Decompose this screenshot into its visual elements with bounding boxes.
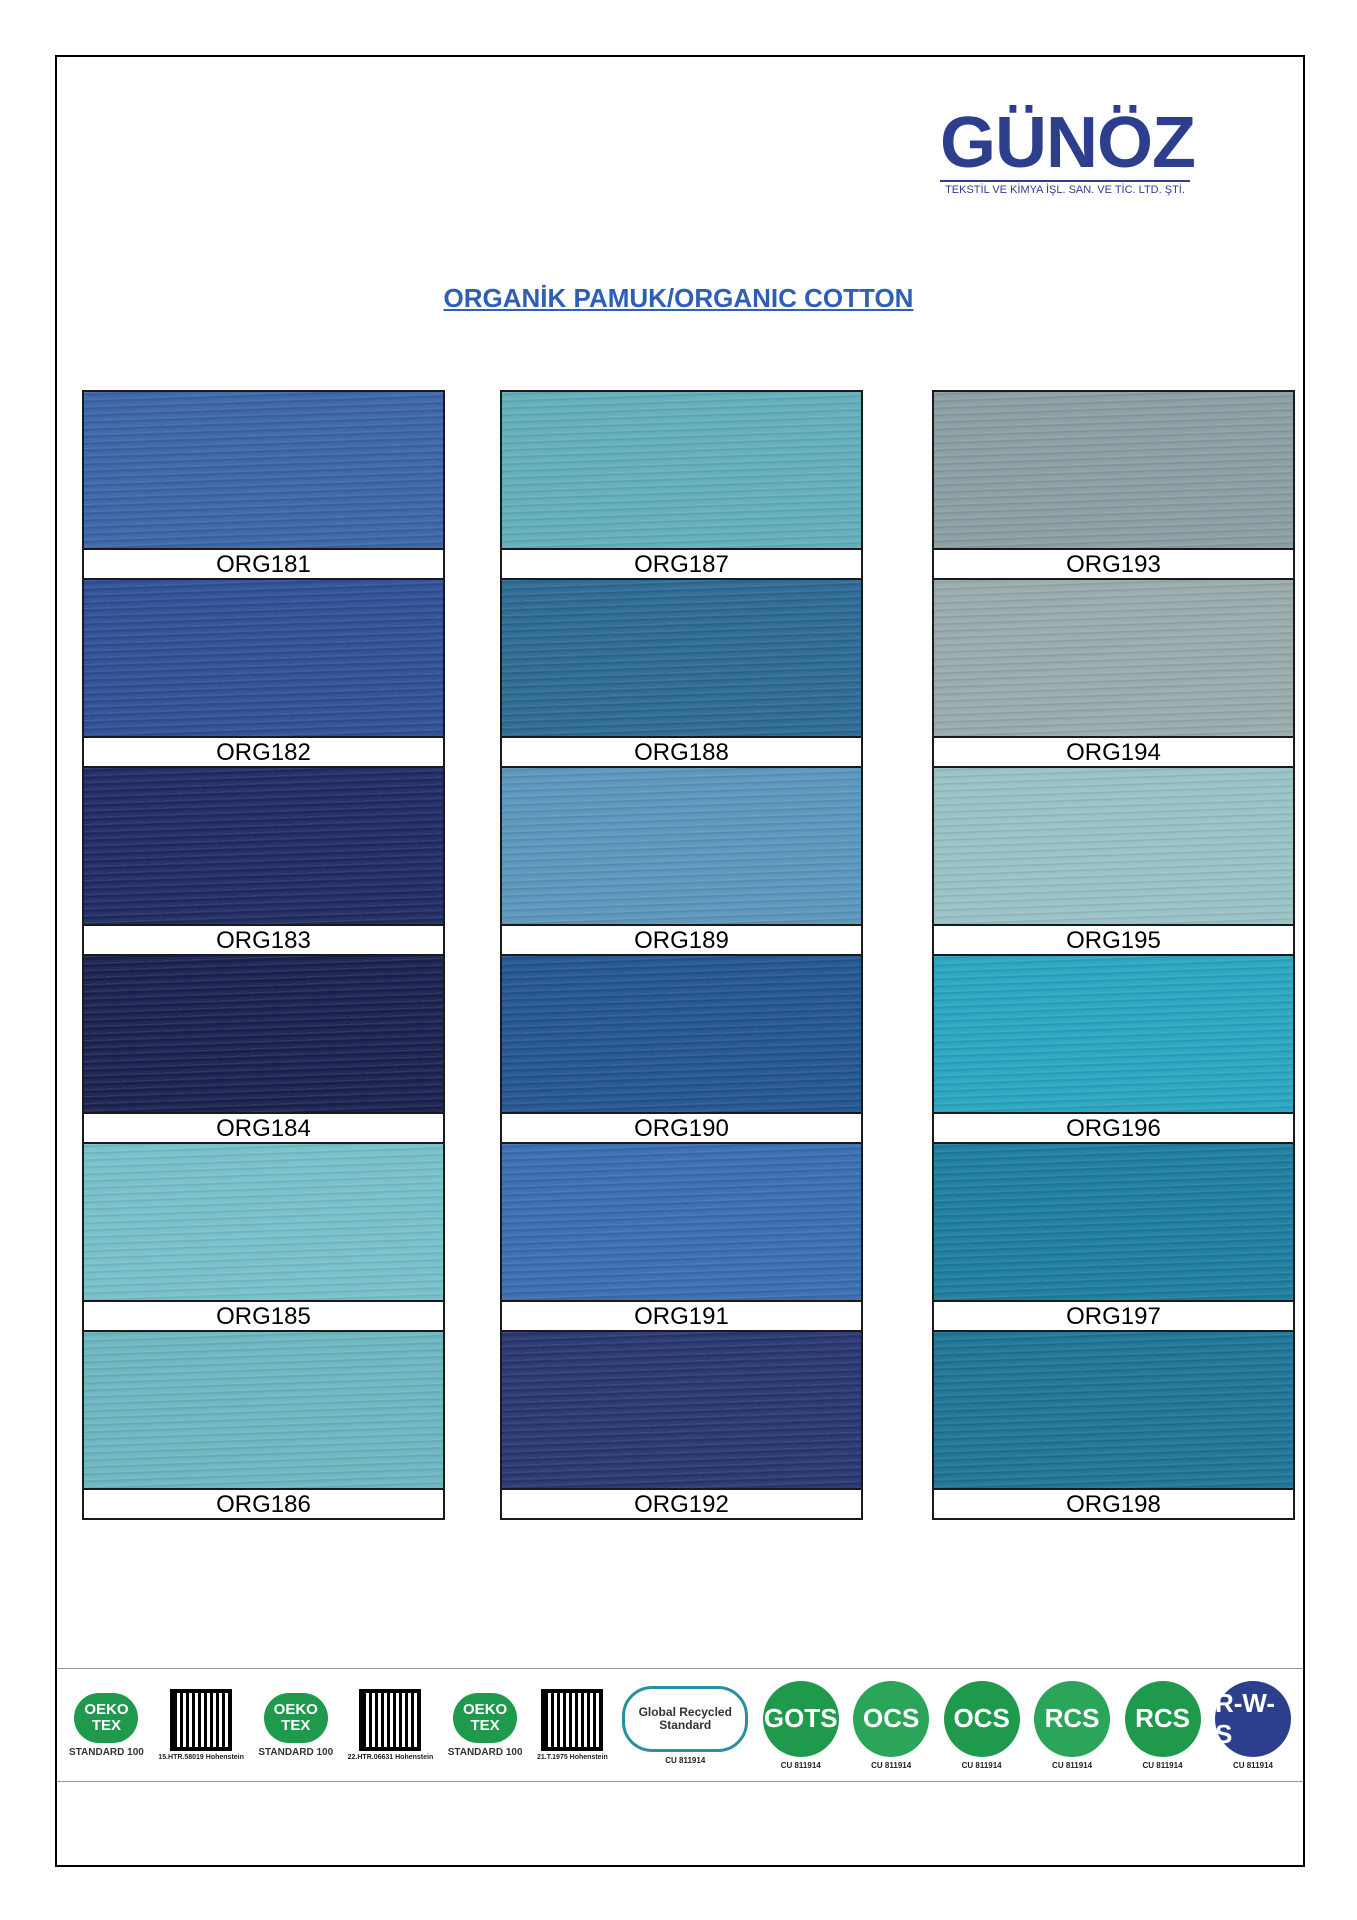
rws-icon: R-W-S [1215, 1681, 1291, 1757]
swatch-column-2 [500, 390, 863, 1520]
swatch-column-3 [932, 390, 1295, 1520]
gots-icon: GOTS [763, 1681, 839, 1757]
swatch-thread-image [84, 392, 443, 548]
ocs-100-cert [944, 1681, 1020, 1770]
swatch-code-label: ORG190 [502, 1112, 861, 1144]
swatch-thread-image [502, 1144, 861, 1300]
cert-code: CU 811914 [871, 1760, 912, 1770]
color-swatch [84, 1332, 443, 1518]
rcs-blended-cert [1034, 1681, 1110, 1770]
color-swatch [502, 1144, 861, 1332]
company-logo [940, 103, 1195, 196]
color-swatch [84, 956, 443, 1144]
color-swatch [502, 1332, 861, 1518]
qr-icon [170, 1689, 232, 1751]
color-swatch [502, 392, 861, 580]
oeko-tex-icon: OEKO TEX [453, 1693, 517, 1743]
swatch-code-label: ORG194 [934, 736, 1293, 768]
swatch-thread-image [934, 768, 1293, 924]
swatch-thread-image [934, 580, 1293, 736]
ocs-100-icon: OCS [944, 1681, 1020, 1757]
cert-code: CU 811914 [961, 1760, 1002, 1770]
oeko-tex-cert-1 [69, 1693, 144, 1758]
cert-code: CU 811914 [1052, 1760, 1093, 1770]
color-swatch [502, 768, 861, 956]
cert-code: CU 811914 [1232, 1760, 1273, 1770]
cert-code: CU 811914 [780, 1760, 821, 1770]
color-swatch [934, 580, 1293, 768]
swatch-thread-image [934, 956, 1293, 1112]
qr-number: 21.T.1975 Hohenstein [536, 1754, 608, 1761]
swatch-code-label: ORG195 [934, 924, 1293, 956]
swatch-code-label: ORG197 [934, 1300, 1293, 1332]
qr-code-2 [348, 1689, 434, 1761]
rcs-100-cert [1125, 1681, 1201, 1770]
swatch-code-label: ORG189 [502, 924, 861, 956]
qr-number: 22.HTR.06631 Hohenstein [347, 1754, 434, 1761]
oeko-standard: STANDARD 100 [69, 1746, 144, 1758]
swatch-code-label: ORG186 [84, 1488, 443, 1518]
oeko-tex-icon: OEKO TEX [264, 1693, 328, 1743]
logo-subtitle: TEKSTİL VE KİMYA İŞL. SAN. VE TİC. LTD. ŞTİ. [940, 180, 1190, 196]
swatch-thread-image [934, 392, 1293, 548]
swatch-code-label: ORG185 [84, 1300, 443, 1332]
color-swatch [934, 956, 1293, 1144]
swatch-code-label: ORG182 [84, 736, 443, 768]
rws-cert [1215, 1681, 1291, 1770]
gots-cert [763, 1681, 839, 1770]
cert-code: CU 811914 [1142, 1760, 1183, 1770]
rcs-blended-icon: RCS [1034, 1681, 1110, 1757]
swatch-code-label: ORG193 [934, 548, 1293, 580]
swatch-thread-image [84, 580, 443, 736]
swatch-thread-image [502, 956, 861, 1112]
color-swatch [84, 1144, 443, 1332]
ocs-blended-cert [853, 1681, 929, 1770]
swatch-code-label: ORG187 [502, 548, 861, 580]
swatch-code-label: ORG188 [502, 736, 861, 768]
qr-icon [541, 1689, 603, 1751]
oeko-tex-cert-3 [448, 1693, 523, 1758]
swatch-code-label: ORG191 [502, 1300, 861, 1332]
color-swatch [934, 1332, 1293, 1518]
color-swatch [934, 768, 1293, 956]
grs-icon: Global Recycled Standard [622, 1686, 748, 1752]
swatch-thread-image [502, 580, 861, 736]
swatch-code-label: ORG184 [84, 1112, 443, 1144]
swatch-thread-image [84, 768, 443, 924]
qr-code-1 [158, 1689, 244, 1761]
ocs-blended-icon: OCS [853, 1681, 929, 1757]
oeko-tex-icon: OEKO TEX [74, 1693, 138, 1743]
swatch-code-label: ORG198 [934, 1488, 1293, 1518]
swatch-code-label: ORG196 [934, 1112, 1293, 1144]
color-swatch [934, 1144, 1293, 1332]
page-title: ORGANİK PAMUK/ORGANIC COTTON [443, 283, 914, 313]
swatch-code-label: ORG192 [502, 1488, 861, 1518]
color-swatch [502, 956, 861, 1144]
color-swatch [502, 580, 861, 768]
swatch-code-label: ORG183 [84, 924, 443, 956]
oeko-tex-cert-2 [258, 1693, 333, 1758]
swatch-thread-image [84, 956, 443, 1112]
logo-wordmark: GÜNÖZ [940, 103, 1195, 183]
qr-code-3 [537, 1689, 608, 1761]
swatch-column-1 [82, 390, 445, 1520]
swatch-thread-image [84, 1332, 443, 1488]
color-swatch [84, 580, 443, 768]
swatch-thread-image [934, 1144, 1293, 1300]
oeko-standard: STANDARD 100 [447, 1746, 523, 1758]
color-swatch [934, 392, 1293, 580]
swatch-thread-image [502, 392, 861, 548]
rcs-100-icon: RCS [1125, 1681, 1201, 1757]
cert-code: CU 811914 [665, 1755, 706, 1765]
qr-icon [359, 1689, 421, 1751]
certification-strip [57, 1668, 1303, 1782]
grs-cert [622, 1686, 748, 1765]
oeko-standard: STANDARD 100 [258, 1746, 334, 1758]
swatch-thread-image [84, 1144, 443, 1300]
color-swatch [84, 392, 443, 580]
swatch-thread-image [502, 1332, 861, 1488]
color-swatch [84, 768, 443, 956]
qr-number: 15.HTR.58019 Hohenstein [158, 1754, 244, 1761]
swatch-code-label: ORG181 [84, 548, 443, 580]
swatch-thread-image [502, 768, 861, 924]
swatch-thread-image [934, 1332, 1293, 1488]
